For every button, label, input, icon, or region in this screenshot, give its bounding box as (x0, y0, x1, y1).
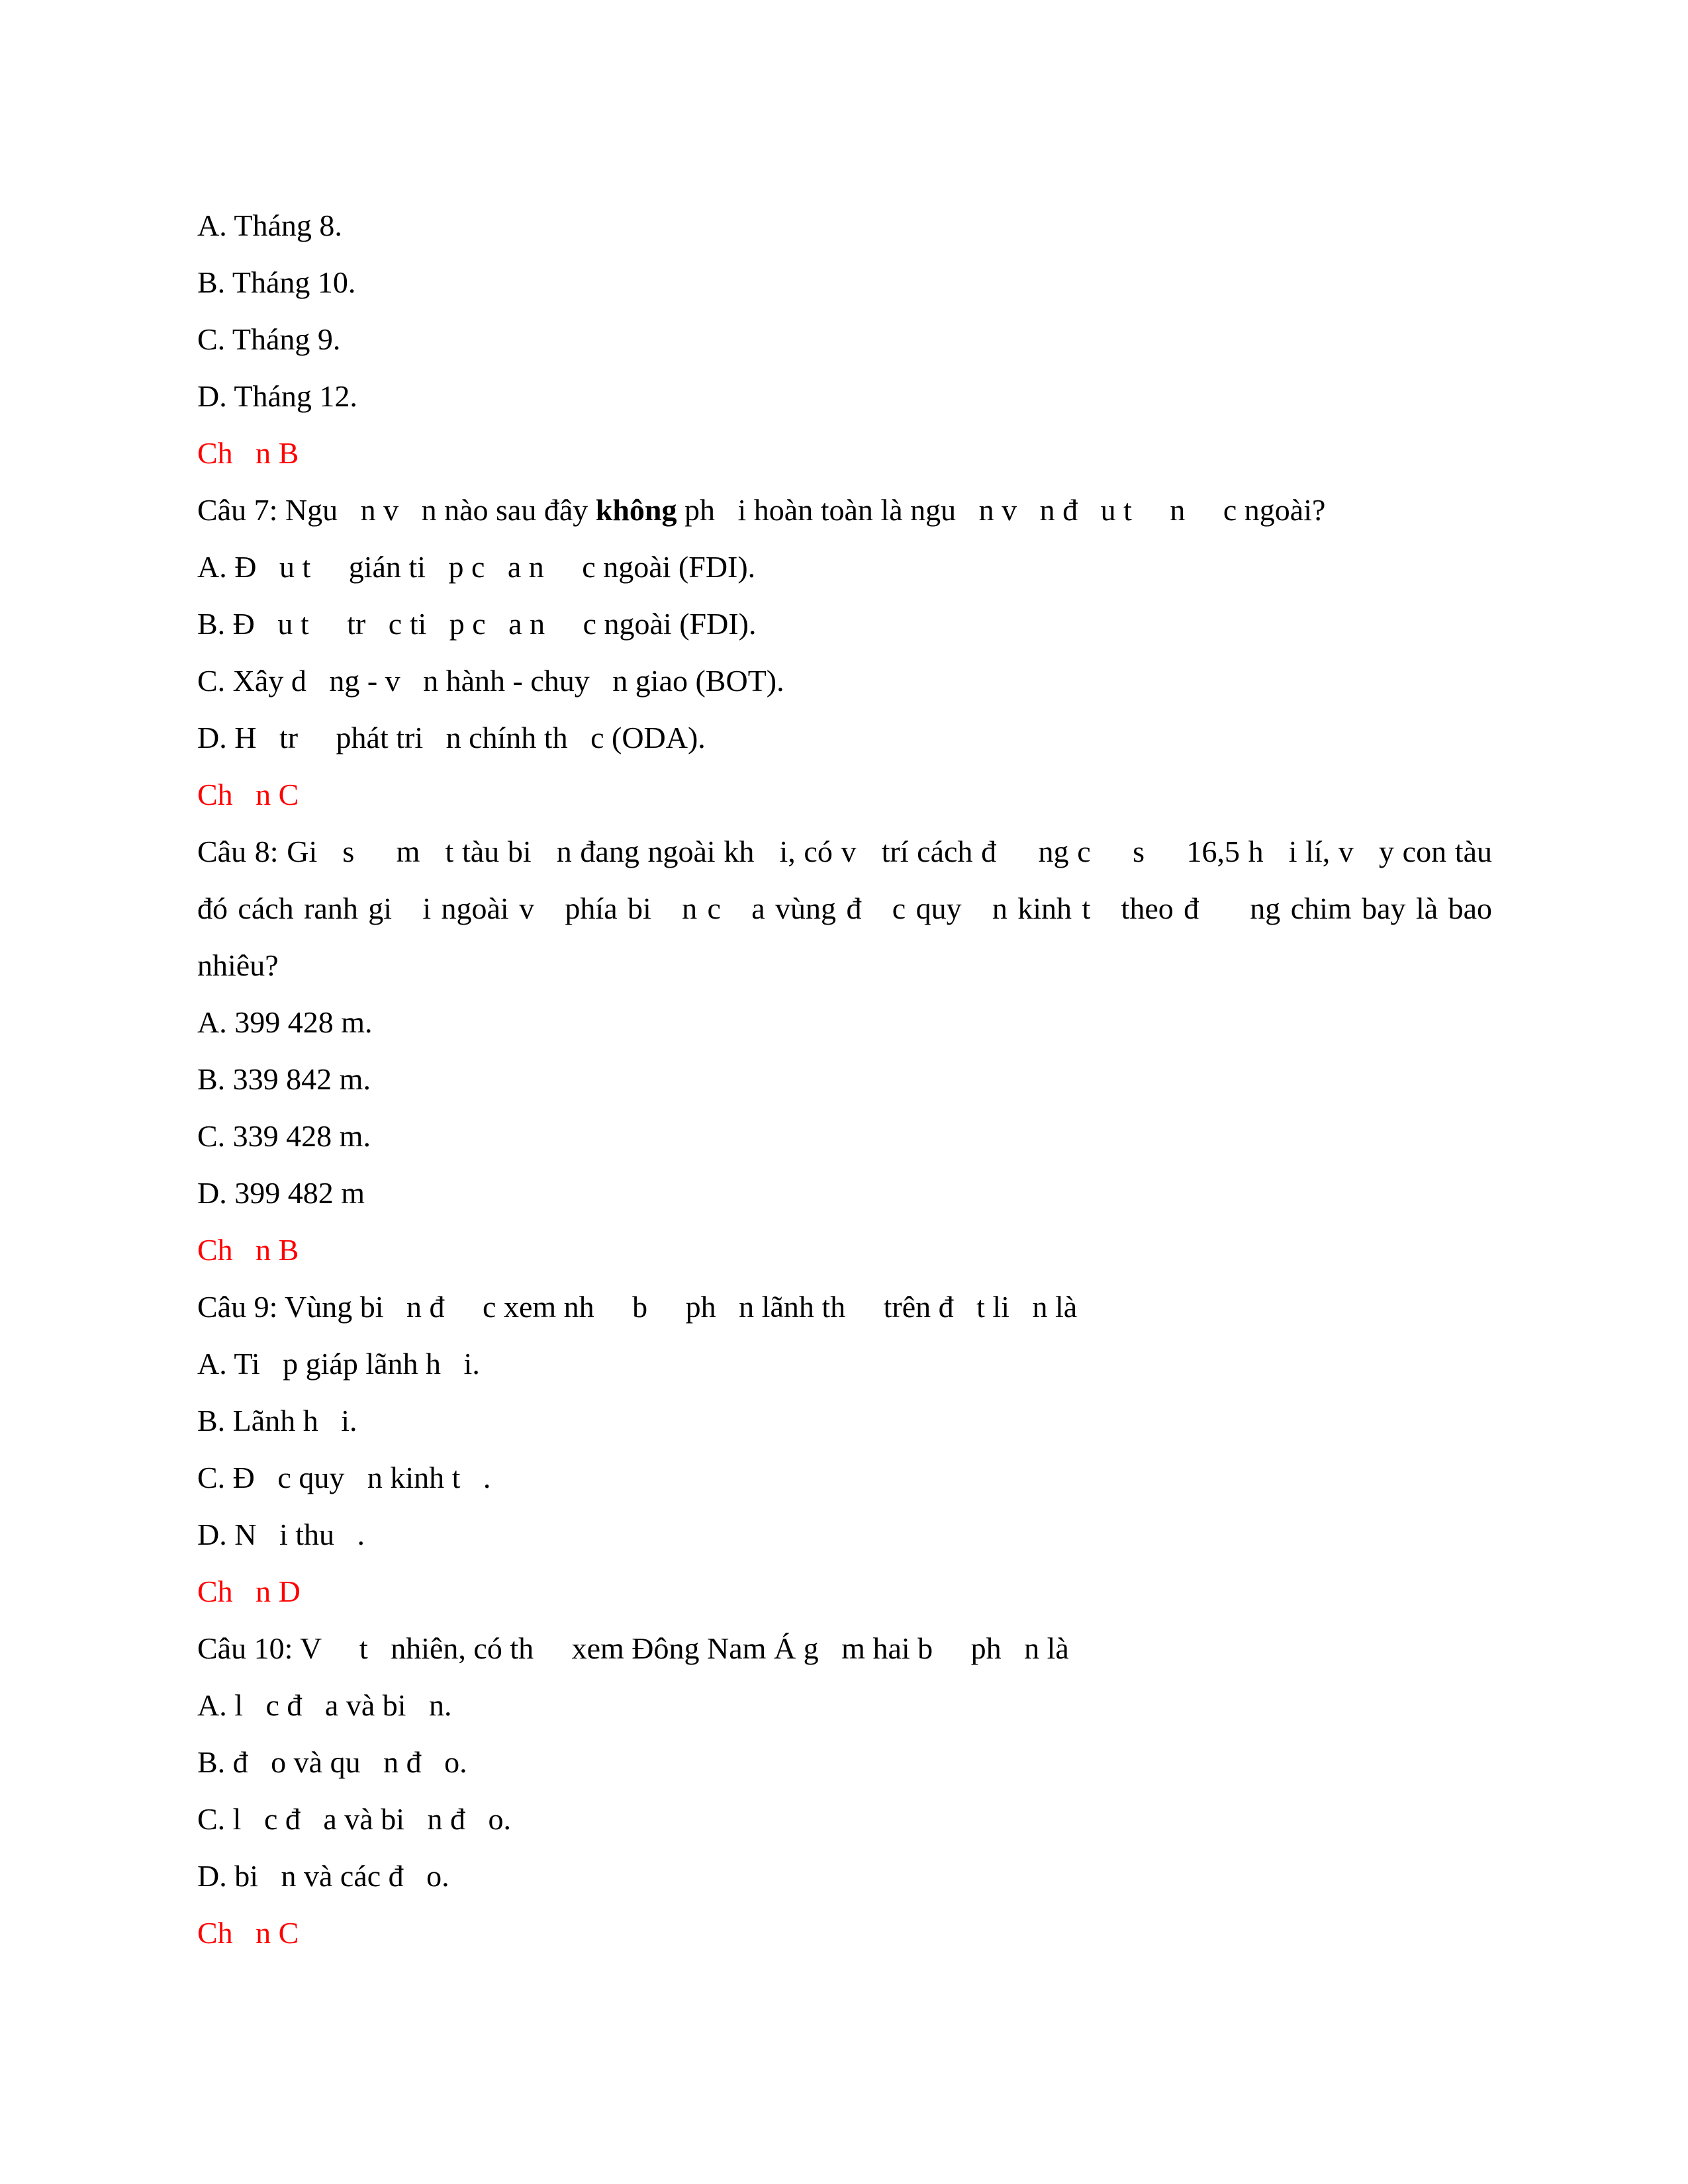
q8-option-d: D. 399 482 m (197, 1176, 365, 1210)
q9-option-a: A. Ti p giáp lãnh h i. (197, 1347, 480, 1381)
q10-option-c: C. l c đ a và bi n đ o. (197, 1802, 511, 1836)
q8-option-c: C. 339 428 m. (197, 1119, 371, 1153)
q9-option-c: C. Đ c quy n kinh t . (197, 1461, 491, 1494)
q7-option-c: C. Xây d ng - v n hành - chuy n giao (BOT). (197, 664, 784, 698)
q7-option-b: B. Đ u t tr c ti p c a n c ngoài (FDI). (197, 607, 757, 641)
q10-question: Câu 10: V t nhiên, có th xem Đông Nam Á g m hai b ph n là (197, 1631, 1069, 1665)
q10-option-b: B. đ o và qu n đ o. (197, 1745, 467, 1779)
q8-answer: Ch n B (197, 1233, 299, 1267)
q9-option-d: D. N i thu . (197, 1518, 365, 1551)
q8-option-b: B. 339 842 m. (197, 1062, 371, 1096)
q8-option-a: A. 399 428 m. (197, 1005, 373, 1039)
q8-question-line-1: Câu 8: Gi s m t tàu bi n đang ngoài kh i, có v trí cách đ ng c s 16,5 h i lí, v y con tàu (197, 835, 1492, 868)
q7-answer: Ch n C (197, 778, 299, 811)
q10-option-d: D. bi n và các đ o. (197, 1859, 449, 1893)
q6-option-a: A. Tháng 8. (197, 208, 342, 242)
q9-answer: Ch n D (197, 1574, 301, 1608)
q7-question-text: Câu 7: Ngu n v n nào sau đây (197, 493, 596, 527)
q10-answer: Ch n C (197, 1916, 299, 1950)
q6-option-d: D. Tháng 12. (197, 379, 357, 413)
document-content (197, 197, 1492, 1962)
q8-question-line-3: nhiêu? (197, 948, 279, 982)
q6-option-c: C. Tháng 9. (197, 322, 341, 356)
q6-answer: Ch n B (197, 436, 299, 470)
q10-option-a: A. l c đ a và bi n. (197, 1688, 452, 1722)
q8-question-line-2: đó cách ranh gi i ngoài v phía bi n c a vùng đ c quy n kinh t theo đ ng chim bay là bao (197, 891, 1492, 925)
q7-option-d: D. H tr phát tri n chính th c (ODA). (197, 721, 706, 754)
q7-question-emphasis: không (595, 493, 677, 527)
q7-option-a: A. Đ u t gián ti p c a n c ngoài (FDI). (197, 550, 756, 584)
q7-question-text-end: ph i hoàn toàn là ngu n v n đ u t n c ngoài? (677, 493, 1326, 527)
q9-question: Câu 9: Vùng bi n đ c xem nh b ph n lãnh th trên đ t li n là (197, 1290, 1078, 1324)
q7-question (197, 482, 1492, 539)
q6-option-b: B. Tháng 10. (197, 265, 356, 299)
q9-option-b: B. Lãnh h i. (197, 1404, 357, 1437)
